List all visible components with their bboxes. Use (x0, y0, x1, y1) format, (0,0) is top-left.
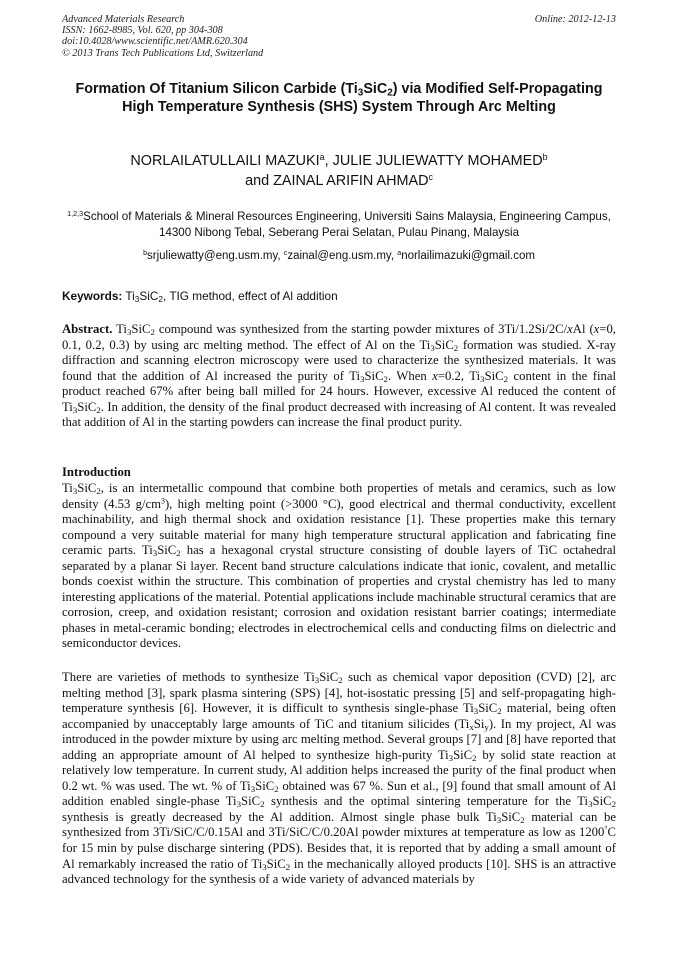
section-heading-introduction: Introduction (62, 465, 131, 479)
keywords: Keywords: $Ti_3SiC_2$, TIG method, effect of Al addition (62, 289, 338, 305)
journal-copyright: © 2013 Trans Tech Publications Ltd, Switzerland (62, 47, 264, 59)
online-date: Online: 2012-12-13 (534, 14, 616, 25)
journal-name: Advanced Materials Research (62, 14, 185, 25)
journal-issn: ISSN: 1662-8985, Vol. 620, pp 304-308 (62, 25, 223, 37)
author-list (62, 152, 616, 191)
abstract: Abstract. $Ti_3SiC_2$ compound was synthesized from the starting powder mixtures of 3Ti/1.2Si/2C/xAl (x=0, 0.1, 0.2, 0.3) by using arc melting method. The effect of Al on the $Ti_3SiC_2$ formation was studied. X-ray diffraction and scanning electron microscopy were used to characterize the synthesized materials. It was found that the addition of Al increased the purity of $Ti_3SiC_2$. When x=0.2, $Ti_3SiC_2$ content in the final product reached 67% after being ball milled for 24 hours. However, excessive Al reduced the content of $Ti_3SiC_2$. In addition, the density of the final product decreased with increasing of Al content. It was revealed that addition of Al in the starting powders can increase the final product purity. (62, 322, 616, 430)
author-line-1: NORLAILATULLAILI MAZUKI$^a$, JULIE JULIEWATTY MOHAMED$^b$ (130, 152, 548, 169)
paper-title: Formation Of Titanium Silicon Carbide $(Ti_3SiC_2)$ via Modified Self-Propagating High Temperature Synthesis (SHS) System Through Arc Melting (75, 81, 603, 116)
intro-paragraph-2: There are varieties of methods to synthesize $Ti_3SiC_2$ such as chemical vapor deposition (CVD) [2], arc melting method [3], spark plasma sintering (SPS) [4], hot-isostatic pressing [5] and self-propagating high-temperature synthesis [6]. However, it is difficult to synthesis single-phase $Ti_3SiC_2$ material, being often accompanied by unacceptably large amounts of TiC and titanium silicides $(Ti_xSi_y)$. In my project, Al was introduced in the powder mixture by using arc melting method. Several groups [7] and [8] have reported that adding an appropriate amount of Al helped to synthesize high-purity $Ti_3SiC_2$ by solid state reaction at relatively low temperature. In current study, Al addition helps increased the purity of the final product when 0.2 wt. % was used. The wt. % of $Ti_3SiC_2$ obtained was 67 %. Sun et al., [9] found that small amount of Al addition enabled single-phase $Ti_3SiC_2$ synthesis and the optimal sintering temperature for the $Ti_3SiC_2$ synthesis is greatly decreased by the Al addition. Almost single phase bulk $Ti_3SiC_2$ material can be synthesized from 3Ti/SiC/C/0.15Al and 3Ti/SiC/C/0.20Al powder mixtures at temperature as low as 1200°C for 15 min by pulse discharge sintering (PDS). Besides that, it is reported that by adding a small amount of Al remarkably increased the ratio of $Ti_3SiC_2$ in the mechanically alloyed products [10]. SHS is an attractive advanced technology for the synthesis of a wide variety of advanced materials by (62, 670, 617, 887)
abstract-label: Abstract. (62, 322, 113, 336)
intro-paragraph-1: $Ti_3SiC_2$, is an intermetallic compound that combine both properties of metals and ceramics, such as low density (4.53 $g/cm^3$), high melting point (>3000 °C), good electrical and thermal conductivity, excellent machinability, and high thermal shock and oxidation resistance [1]. These properties make this ternary compound a very suitable material for many high temperature structural application and fabricating fine ceramic parts. $Ti_3SiC_2$ has a hexagonal crystal structure consisting of double layers of TiC octahedral separated by a planar Si layer. Recent band structure calculations indicate that ionic, covalent, and metallic bonds coexist within the structure. This combination of properties and crystal chemistry has led to many interesting applications of the material. Potential applications include machinable structural ceramics that are corrosion, creep, and oxidation resistant; corrosion and oxidation resistant barrier coatings; intermediate phases in metal-ceramic bonding; electrodes in electrochemical cells and conducting films on dielectric and semiconductor devices. (62, 481, 616, 651)
journal-header (62, 14, 616, 59)
author-line-2: and ZAINAL ARIFIN AHMAD$^c$ (245, 171, 433, 189)
affiliation: $^{1,2,3}$School of Materials & Mineral Resources Engineering, Universiti Sains Malaysia, Engineering Campus, 14300 Nibong Tebal, Seberang Perai Selatan, Pulau Pinang, Malaysia (67, 209, 611, 239)
keywords-label: Keywords: (62, 289, 123, 303)
author-emails: $^b$srjuliewatty@eng.usm.my, $^c$zainal@eng.usm.my, $^a$norlailimazuki@gmail.com (143, 249, 535, 262)
journal-doi: doi:10.4028/www.scientific.net/AMR.620.304 (62, 36, 248, 48)
